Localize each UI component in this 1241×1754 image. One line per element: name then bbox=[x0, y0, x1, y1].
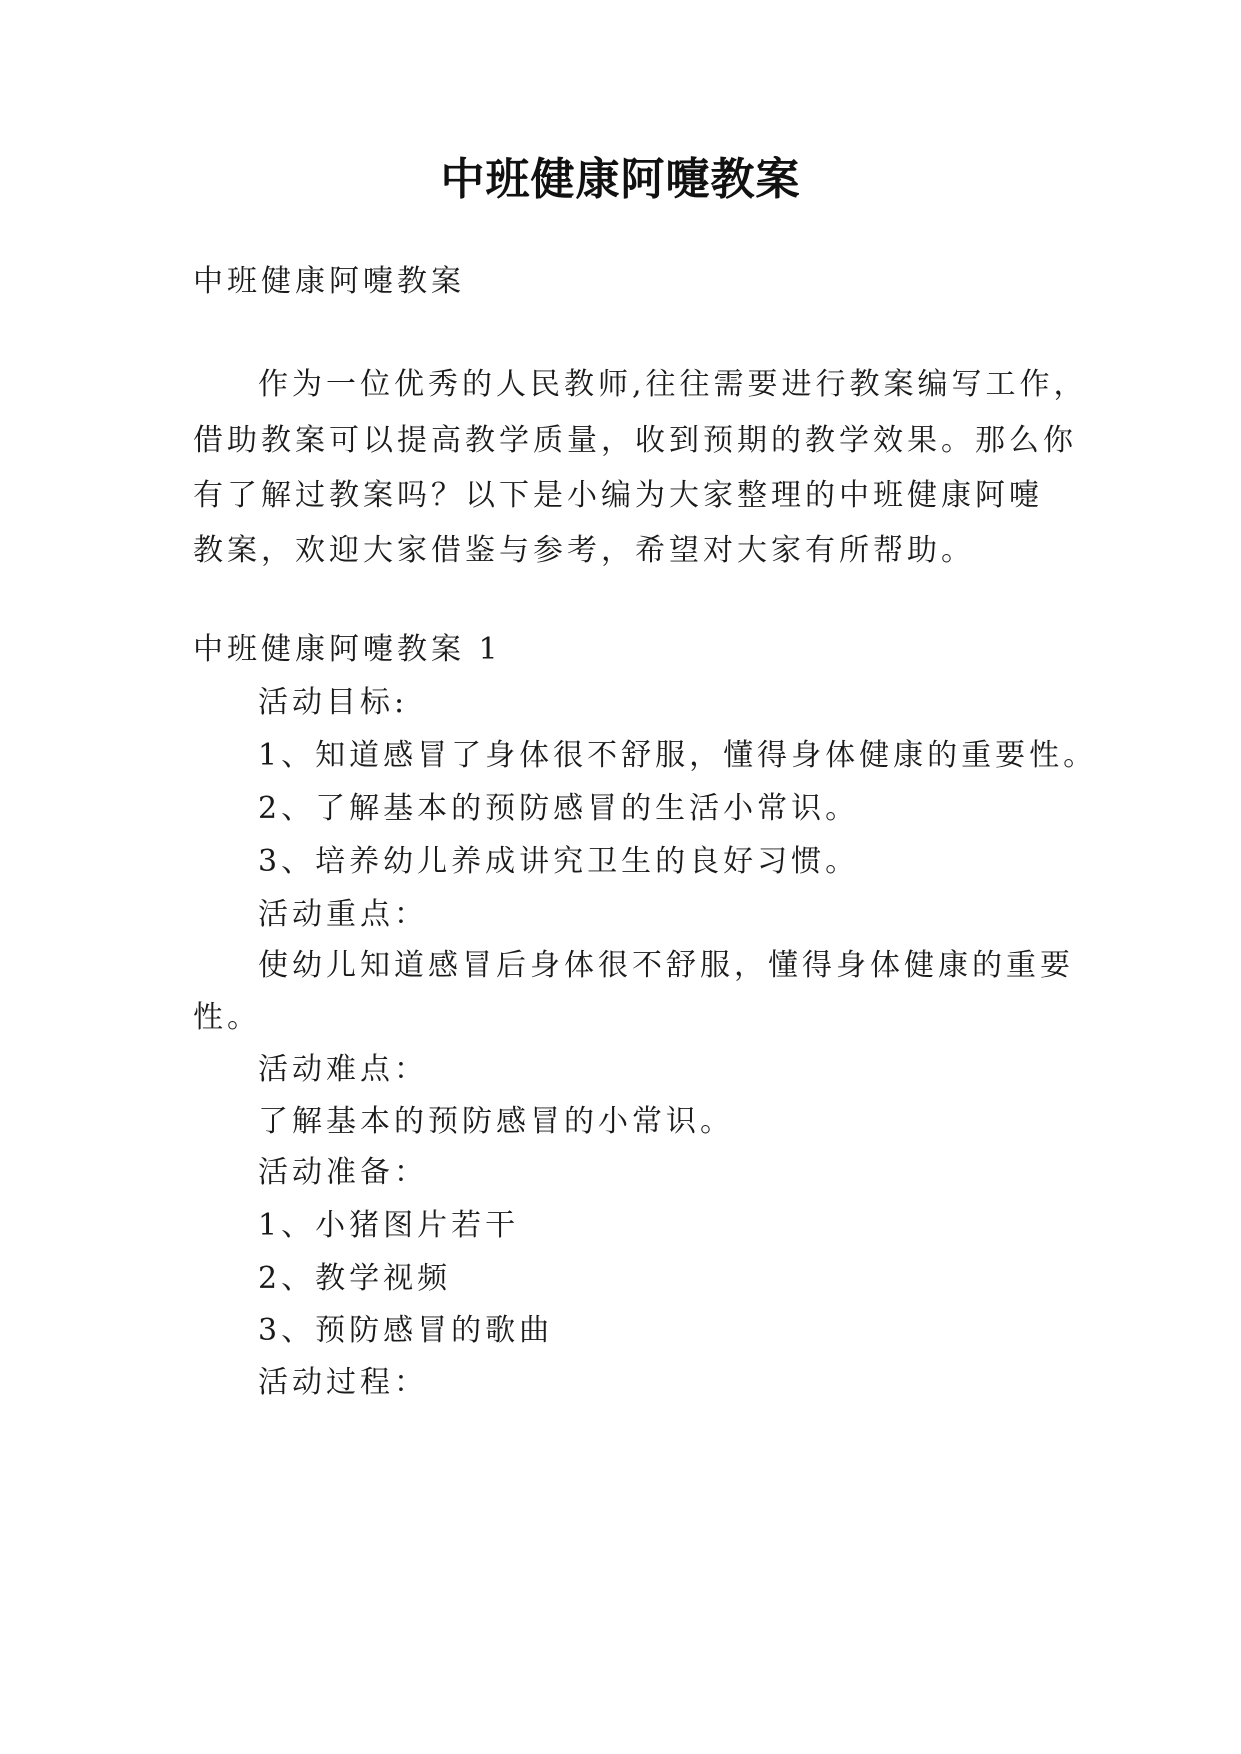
body-line: 3、预防感冒的歌曲 bbox=[258, 1313, 554, 1348]
body-line: 活动目标: bbox=[258, 685, 409, 720]
intro-line: 有了解过教案吗？以下是小编为大家整理的中班健康阿嚏 bbox=[193, 478, 1043, 513]
body-line: 1、小猪图片若干 bbox=[258, 1208, 520, 1243]
document-subtitle: 中班健康阿嚏教案 bbox=[193, 264, 465, 299]
body-line: 性。 bbox=[193, 1000, 261, 1035]
body-line: 活动过程： bbox=[258, 1365, 428, 1400]
body-line: 了解基本的预防感冒的小常识。 bbox=[258, 1104, 734, 1139]
section-title: 中班健康阿嚏教案 1 bbox=[193, 632, 502, 667]
body-line: 2、了解基本的预防感冒的生活小常识。 bbox=[258, 791, 860, 826]
document-title: 中班健康阿嚏教案 bbox=[440, 154, 801, 205]
body-line: 活动准备： bbox=[258, 1155, 428, 1190]
body-line: 3、培养幼儿养成讲究卫生的良好习惯。 bbox=[258, 844, 860, 879]
intro-line: 教案，欢迎大家借鉴与参考，希望对大家有所帮助。 bbox=[193, 533, 975, 568]
body-line: 活动难点： bbox=[258, 1052, 428, 1087]
body-line: 2、教学视频 bbox=[258, 1261, 452, 1296]
body-line: 1、知道感冒了身体很不舒服，懂得身体健康的重要性。 bbox=[258, 738, 1098, 773]
body-line: 活动重点： bbox=[258, 897, 428, 932]
intro-line: 作为一位优秀的人民教师,往往需要进行教案编写工作， bbox=[258, 367, 1088, 402]
body-line: 使幼儿知道感冒后身体很不舒服，懂得身体健康的重要 bbox=[258, 948, 1074, 983]
intro-line: 借助教案可以提高教学质量，收到预期的教学效果。那么你 bbox=[193, 423, 1077, 458]
